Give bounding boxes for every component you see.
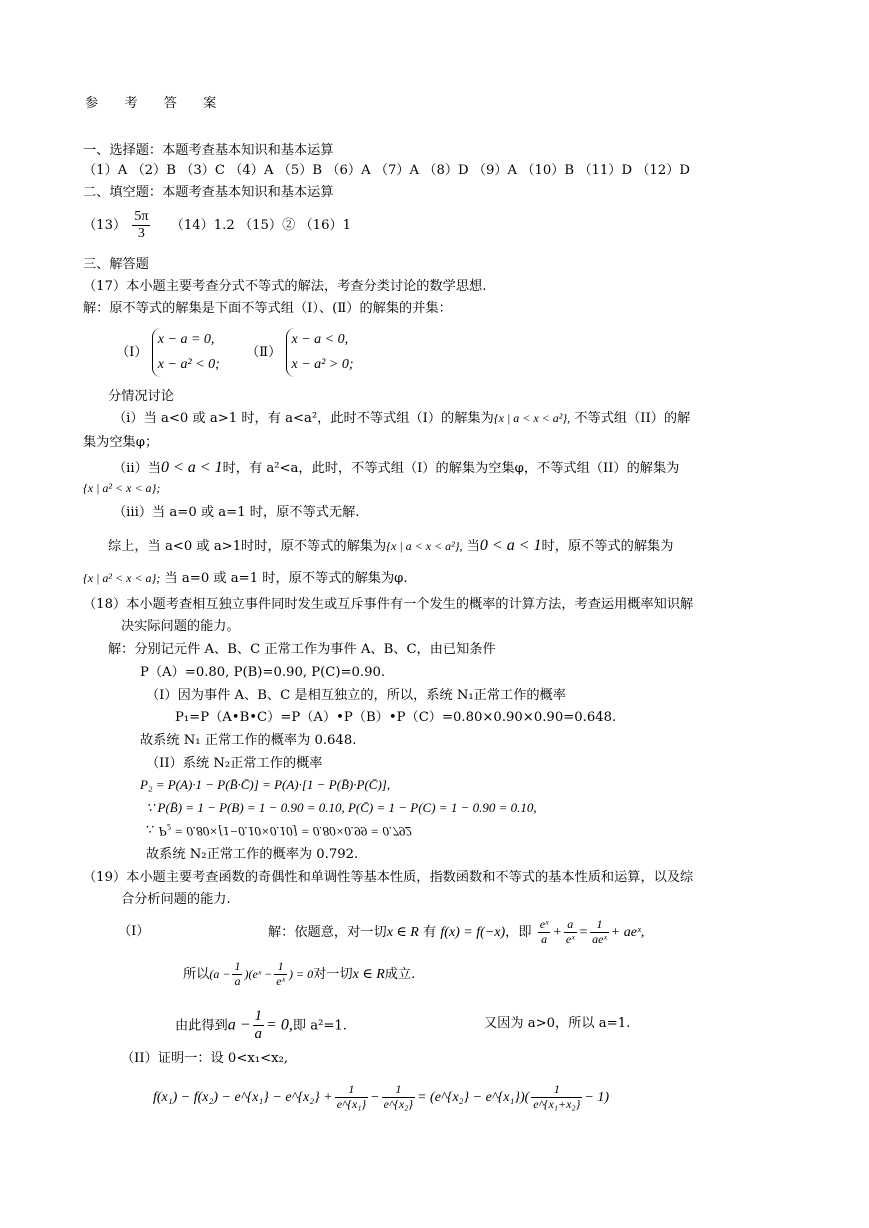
frac-ex-over-a — [538, 918, 551, 947]
p17-summary-line-2 — [83, 571, 408, 586]
eq-mid: = (e^{x₂} − e^{x₁})( — [417, 1089, 530, 1105]
summary-set-2: {x | a² < x < a}; — [83, 571, 161, 585]
p17-solution-lead: 解：原不等式的解集是下面不等式组（Ⅰ）、(Ⅱ）的解集的并集： — [83, 301, 452, 316]
q13-label: （13） — [83, 218, 127, 234]
system-1 — [152, 328, 220, 377]
fill-in-answers — [83, 209, 351, 242]
p18-mirrored-calc: P₂ = 0.80×[1−0.10×0.10] = 0.80×0.99 = 0.792 — [158, 823, 412, 839]
system-2 — [286, 328, 354, 377]
p18-part-2-complements: ∵ P(B̄) = 1 − P(B) = 1 − 0.90 = 0.10, P(C̄) = 1 − P(C) = 1 − 0.90 = 0.10, — [146, 800, 537, 815]
p17-intro: （17）本小题主要考查分式不等式的解法，考查分类讨论的数学思想. — [83, 279, 487, 294]
section-2-heading: 二、填空题：本题考查基本知识和基本运算 — [83, 185, 334, 200]
p19-so-line — [183, 960, 415, 989]
so-tail-2: 成立. — [384, 966, 416, 982]
namely-text: ，即 — [505, 924, 532, 940]
multiple-choice-answers: （1）A （2）B （3）C （4）A （5）B （6）A （7）A （8）D （9）A （10）B （11）D （12）D — [83, 163, 690, 178]
system-2-label: （Ⅱ） — [245, 345, 282, 360]
numerator: 1 — [531, 1083, 582, 1098]
p17-inequality-systems — [116, 328, 353, 377]
denominator: a — [541, 931, 548, 946]
system-1-line-1: x − a = 0, — [157, 332, 215, 347]
p19-intro-line-1: （19）本小题主要考查函数的奇偶性和单调性等基本性质，指数函数和不等式的基本性质和运算，以及综 — [83, 870, 694, 885]
q13-denominator: 3 — [137, 226, 145, 242]
so-math-b: )(eˣ − — [244, 966, 273, 981]
so-x-in-r: x ∈ R — [352, 966, 385, 982]
have-text: 有 — [418, 924, 441, 940]
p18-part-2-result: 故系统 N₂正常工作的概率为 0.792. — [146, 847, 359, 862]
p19-part-2-equation — [153, 1083, 609, 1112]
system-1-label: （Ⅰ） — [116, 345, 148, 360]
section-3-heading: 三、解答题 — [83, 257, 149, 272]
numerator: eˣ — [539, 917, 549, 931]
p17-case-3: （iii）当 a=0 或 a=1 时，原不等式无解. — [113, 505, 360, 520]
denominator: e^{x₂} — [383, 1096, 414, 1111]
p18-part-2-calc — [146, 823, 412, 838]
p19-a-positive: 又因为 a>0，所以 a=1. — [484, 1016, 631, 1031]
p19-intro-line-2: 合分析问题的能力. — [121, 892, 231, 907]
p17-cases-heading: 分情况讨论 — [108, 389, 174, 404]
p18-part-2-intro: （II）系统 N₂正常工作的概率 — [146, 756, 323, 771]
denominator: eˣ — [565, 931, 575, 946]
so-tail-1: 对一切 — [313, 966, 353, 982]
numerator: 1 — [274, 960, 287, 975]
minus-sign: − — [370, 1089, 380, 1105]
system-2-line-2: x − a² > 0; — [291, 356, 354, 372]
p17-case-1-line-1 — [113, 411, 690, 426]
denominator: a — [234, 973, 241, 988]
summary-tail: 时，原不等式的解集为 — [541, 539, 674, 554]
p18-part-1-intro: （I）因为事件 A、B、C 是相互独立的，所以，系统 N₁正常工作的概率 — [146, 688, 566, 703]
section-1-heading: 一、选择题：本题考查基本知识和基本运算 — [83, 143, 334, 158]
summary-text: 综上，当 a<0 或 a>1时时，原不等式的解集为 — [108, 539, 387, 554]
p17-case-2-set: {x | a² < x < a}; — [83, 481, 161, 495]
frac-1-over-ex2 — [382, 1083, 415, 1112]
frac-1-over-a — [232, 960, 242, 989]
so-math-a: (a − — [209, 966, 231, 981]
eq-end: − 1) — [584, 1089, 609, 1105]
frac-1-over-a-large — [253, 1008, 265, 1044]
p18-given: P（A）=0.80, P(B)=0.90, P(C)=0.90. — [140, 665, 386, 680]
summary-mid: 当 — [462, 539, 480, 554]
eq-left: f(x₁) − f(x₂) − e^{x₁} − e^{x₂} + — [153, 1089, 333, 1105]
p18-intro-line-1: （18）本小题考查相互独立事件同时发生或互斥事件有一个发生的概率的计算方法，考查运用概率知识解 — [83, 597, 694, 612]
frac-1-over-aex — [590, 918, 609, 947]
frac-1-over-ex — [274, 960, 287, 989]
case-2-text: 时，有 a²<a，此时，不等式组（I）的解集为空集φ，不等式组（II）的解集为 — [222, 461, 680, 476]
p19-part-1-line — [268, 918, 644, 947]
denominator: eˣ — [276, 973, 285, 988]
equation-tail: + aeˣ, — [610, 924, 645, 940]
plus-sign: + — [552, 924, 562, 940]
q13-numerator: 5π — [132, 209, 150, 226]
p18-part-2-formula: P₂ = P(A)·1 − P(B̄·C̄)] = P(A)·[1 − P(B̄)·P(C̄)], — [140, 777, 391, 792]
summary-math: 0 < a < 1 — [479, 537, 542, 554]
even-function-condition: f(x) = f(−x) — [440, 924, 506, 940]
case-1-set: {x | a < x < a²}, — [493, 411, 571, 425]
frac-a-over-ex — [564, 918, 577, 947]
page-title: 参 考 答 案 — [85, 96, 228, 111]
p17-case-1-line-2: 集为空集φ； — [83, 435, 159, 450]
denominator: e^{x₁+x₂} — [533, 1096, 581, 1111]
because-symbol: ∵ — [146, 823, 155, 838]
q13-fraction — [132, 209, 150, 242]
frac-1-over-ex1x2 — [531, 1083, 582, 1112]
denominator: aeˣ — [592, 931, 607, 946]
case-1-tail: 不等式组（II）的解 — [570, 411, 691, 426]
system-1-line-2: x − a² < 0; — [157, 356, 220, 372]
p17-summary-line-1 — [108, 537, 673, 555]
p17-case-2-line-1 — [113, 459, 679, 477]
thus-text: 由此得到 — [175, 1018, 228, 1034]
thus-math-b: = 0, — [266, 1016, 293, 1034]
thus-tail: 即 a²=1. — [292, 1018, 348, 1034]
p18-part-1-result: 故系统 N₁ 正常工作的概率为 0.648. — [140, 733, 357, 748]
numerator: 1 — [382, 1083, 415, 1098]
system-2-line-1: x − a < 0, — [291, 332, 349, 347]
numerator: 1 — [590, 918, 609, 933]
so-text: 所以 — [183, 966, 210, 982]
p19-part-2-proof-lead: （II）证明一：设 0<x₁<x₂, — [121, 1051, 289, 1066]
thus-math-a: a − — [227, 1016, 251, 1034]
x-in-r: x ∈ R — [386, 924, 419, 940]
p18-solution-lead: 解：分别记元件 A、B、C 正常工作为事件 A、B、C，由已知条件 — [108, 642, 496, 657]
case-2-pre: （ii）当 — [113, 461, 161, 476]
p18-part-1-calc: P₁=P（A•B•C）=P（A）•P（B）•P（C）=0.80×0.90×0.90=0.648. — [175, 710, 617, 725]
frac-1-over-ex1 — [335, 1083, 368, 1112]
numerator: a — [564, 918, 577, 933]
equals-sign: = — [578, 924, 589, 940]
p18-intro-line-2: 决实际问题的能力。 — [121, 619, 240, 634]
q14-16-answers: （14）1.2 （15）② （16）1 — [170, 218, 352, 234]
numerator: 1 — [253, 1008, 265, 1026]
denominator: a — [254, 1026, 263, 1043]
p19-thus-line — [175, 1008, 347, 1044]
denominator: e^{x₁} — [336, 1096, 367, 1111]
numerator: 1 — [335, 1083, 368, 1098]
case-2-math: 0 < a < 1 — [161, 459, 223, 476]
p19-solution-text: 解：依题意，对一切 — [268, 924, 387, 940]
case-1-text: （i）当 a<0 或 a>1 时，有 a<a²，此时不等式组（I）的解集为 — [113, 411, 494, 426]
summary-set-1: {x | a < x < a²}, — [386, 539, 463, 553]
summary-end: 当 a=0 或 a=1 时，原不等式的解集为φ. — [160, 571, 408, 586]
numerator: 1 — [234, 959, 241, 973]
p19-part-1-label: （I） — [118, 924, 150, 939]
so-math-c: ) = 0 — [289, 966, 314, 981]
